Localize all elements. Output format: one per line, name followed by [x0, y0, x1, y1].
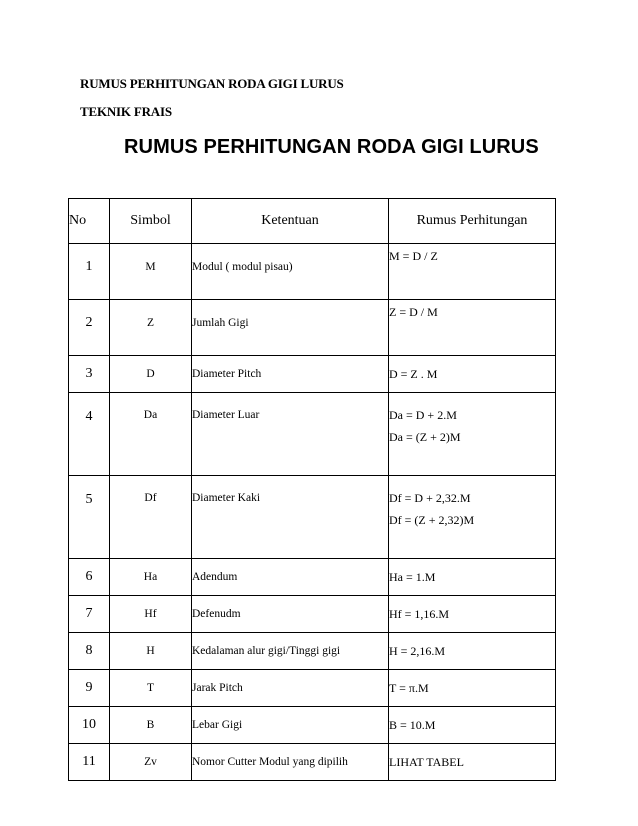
table-row: [69, 596, 556, 633]
row-formula: [389, 300, 556, 356]
row-formula: [389, 244, 556, 300]
row-description: Defenudm: [192, 596, 389, 633]
row-description: Modul ( modul pisau): [192, 244, 389, 300]
formula-text: D = Z . M: [389, 366, 438, 381]
row-number: 5: [69, 476, 110, 559]
formula-text: Df = (Z + 2,32)M: [389, 513, 475, 527]
row-description: Diameter Pitch: [192, 356, 389, 393]
row-formula: [389, 670, 556, 707]
row-symbol: H: [110, 633, 192, 670]
table-row: [69, 244, 556, 300]
row-number: 9: [69, 670, 110, 707]
header-no: No: [69, 199, 110, 244]
table-row: [69, 393, 556, 476]
row-formula: [389, 356, 556, 393]
row-formula: [389, 393, 556, 476]
table-row: [69, 670, 556, 707]
header-simbol: Simbol: [110, 199, 192, 244]
table-row: [69, 744, 556, 781]
header-rumus: Rumus Perhitungan: [389, 199, 556, 244]
formula-text: Hf = 1,16.M: [389, 606, 450, 621]
row-symbol: Hf: [110, 596, 192, 633]
row-number: 8: [69, 633, 110, 670]
row-description: Nomor Cutter Modul yang dipilih: [192, 744, 389, 781]
formula-text: Da = D + 2.M: [389, 408, 457, 422]
formula-text: Z = D / M: [389, 305, 438, 319]
row-symbol: T: [110, 670, 192, 707]
formula-text: T = π.M: [389, 680, 429, 695]
row-number: 10: [69, 707, 110, 744]
row-number: 1: [69, 244, 110, 300]
formula-text: Df = D + 2,32.M: [389, 491, 471, 505]
row-number: 6: [69, 559, 110, 596]
row-formula: [389, 596, 556, 633]
document-title-line: RUMUS PERHITUNGAN RODA GIGI LURUS: [80, 76, 344, 91]
row-formula: [389, 707, 556, 744]
row-formula: [389, 744, 556, 781]
table-header-row: [69, 199, 556, 244]
table-row: [69, 707, 556, 744]
row-description: Diameter Luar: [192, 393, 389, 476]
row-formula: [389, 476, 556, 559]
formula-table: [68, 198, 556, 781]
formula-text: H = 2,16.M: [389, 643, 446, 658]
header-ketentuan: Ketentuan: [192, 199, 389, 244]
row-description: Kedalaman alur gigi/Tinggi gigi: [192, 633, 389, 670]
formula-text: B = 10.M: [389, 717, 436, 732]
formula-text: Ha = 1.M: [389, 569, 436, 584]
row-number: 4: [69, 393, 110, 476]
table-row: [69, 356, 556, 393]
row-symbol: Da: [110, 393, 192, 476]
row-description: Diameter Kaki: [192, 476, 389, 559]
page-heading: RUMUS PERHITUNGAN RODA GIGI LURUS: [124, 136, 539, 158]
formula-text: Da = (Z + 2)M: [389, 430, 461, 444]
formula-text: M = D / Z: [389, 249, 438, 263]
row-number: 7: [69, 596, 110, 633]
row-formula: [389, 633, 556, 670]
row-formula: [389, 559, 556, 596]
table-row: [69, 559, 556, 596]
row-symbol: Zv: [110, 744, 192, 781]
table-row: [69, 300, 556, 356]
row-symbol: Z: [110, 300, 192, 356]
row-number: 11: [69, 744, 110, 781]
row-symbol: M: [110, 244, 192, 300]
row-symbol: D: [110, 356, 192, 393]
formula-text: LIHAT TABEL: [389, 754, 464, 769]
row-description: Jumlah Gigi: [192, 300, 389, 356]
row-description: Adendum: [192, 559, 389, 596]
table-row: [69, 476, 556, 559]
row-description: Lebar Gigi: [192, 707, 389, 744]
row-description: Jarak Pitch: [192, 670, 389, 707]
table-row: [69, 633, 556, 670]
row-number: 3: [69, 356, 110, 393]
row-symbol: B: [110, 707, 192, 744]
row-symbol: Df: [110, 476, 192, 559]
row-symbol: Ha: [110, 559, 192, 596]
row-number: 2: [69, 300, 110, 356]
document-subtitle-line: TEKNIK FRAIS: [80, 104, 172, 119]
